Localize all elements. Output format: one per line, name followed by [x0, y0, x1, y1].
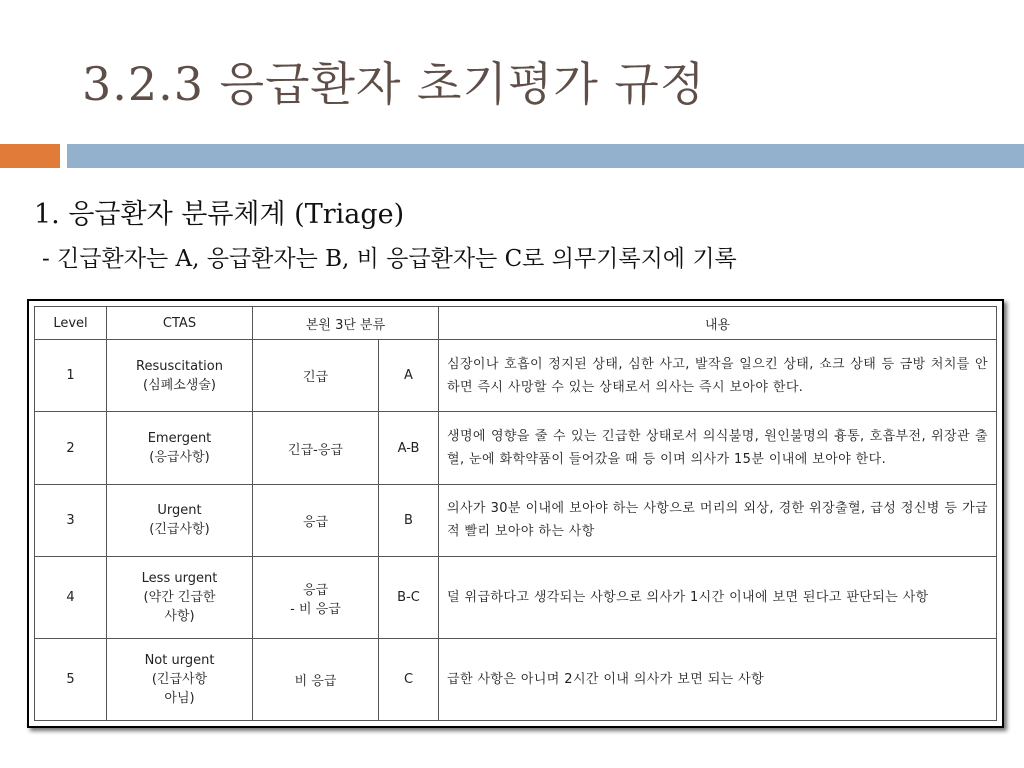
- class-ko-cell: 긴급-응급: [253, 412, 379, 484]
- class-code-cell: A: [379, 340, 439, 412]
- table-row: [35, 340, 997, 412]
- class-ko-cell: 긴급: [253, 340, 379, 412]
- table-row: [35, 412, 997, 484]
- accent-bar-blue: [67, 144, 1024, 168]
- table-header-row: [35, 307, 997, 340]
- ctas-ko: (긴급사항): [149, 522, 210, 538]
- ctas-ko-line2: 사항): [164, 609, 195, 625]
- ctas-ko-line1: (약간 긴급한: [143, 590, 216, 606]
- ctas-ko-line1: (긴급사항: [151, 672, 208, 688]
- content-cell: 의사가 30분 이내에 보아야 하는 사항으로 머리의 외상, 경한 위장출혈, 급성 정신병 등 가급적 빨리 보아야 하는 사항: [439, 484, 997, 556]
- content-cell: 심장이나 호흡이 정지된 상태, 심한 사고, 발작을 일으킨 상태, 쇼크 상태 등 금방 처치를 안 하면 즉시 사망할 수 있는 상태로서 의사는 즉시 보아야 한다.: [439, 340, 997, 412]
- accent-bar-orange: [0, 144, 60, 168]
- header-content: 내용: [439, 307, 997, 340]
- ctas-en: Less urgent: [141, 571, 218, 587]
- level-cell: 3: [35, 484, 107, 556]
- ctas-en: Not urgent: [144, 653, 215, 669]
- level-cell: 5: [35, 639, 107, 721]
- class-code-cell: A-B: [379, 412, 439, 484]
- ctas-cell: [107, 557, 253, 639]
- content-cell: 급한 사항은 아니며 2시간 이내 의사가 보면 되는 사항: [439, 639, 997, 721]
- slide-title: 3.2.3 응급환자 초기평가 규정: [82, 57, 706, 111]
- table-row: [35, 484, 997, 556]
- content-cell: 생명에 영향을 줄 수 있는 긴급한 상태로서 의식불명, 원인불명의 흉통, 호흡부전, 위장관 출혈, 눈에 화학약품이 들어갔을 때 등 이며 의사가 15분 이내에 보아야 한다.: [439, 412, 997, 484]
- class-ko-cell: 비 응급: [253, 639, 379, 721]
- ctas-cell: [107, 412, 253, 484]
- level-cell: 1: [35, 340, 107, 412]
- content-cell: 덜 위급하다고 생각되는 사항으로 의사가 1시간 이내에 보면 된다고 판단되는 사항: [439, 557, 997, 639]
- section-heading: 1. 응급환자 분류체계 (Triage): [34, 199, 405, 230]
- level-cell: 2: [35, 412, 107, 484]
- triage-table: [34, 306, 997, 721]
- section-subheading: - 긴급환자는 A, 응급환자는 B, 비 응급환자는 C로 의무기록지에 기록: [42, 246, 737, 272]
- class-code-cell: C: [379, 639, 439, 721]
- header-level: Level: [35, 307, 107, 340]
- ctas-ko: (심폐소생술): [143, 377, 216, 393]
- ctas-en: Resuscitation: [136, 358, 223, 374]
- header-classification: 본원 3단 분류: [253, 307, 439, 340]
- ctas-en: Urgent: [157, 503, 202, 519]
- ctas-cell: [107, 639, 253, 721]
- ctas-cell: [107, 340, 253, 412]
- header-ctas: CTAS: [107, 307, 253, 340]
- class-ko-cell: [253, 557, 379, 639]
- class-ko-line1: 응급: [302, 582, 329, 598]
- table-row: [35, 639, 997, 721]
- table-row: [35, 557, 997, 639]
- ctas-ko: (응급사항): [149, 450, 210, 466]
- class-code-cell: B-C: [379, 557, 439, 639]
- level-cell: 4: [35, 557, 107, 639]
- triage-table-frame: [27, 299, 1004, 728]
- ctas-cell: [107, 484, 253, 556]
- ctas-en: Emergent: [147, 431, 212, 447]
- class-ko-cell: 응급: [253, 484, 379, 556]
- ctas-ko-line2: 아님): [164, 691, 195, 707]
- class-ko-line2: - 비 응급: [290, 601, 341, 617]
- class-code-cell: B: [379, 484, 439, 556]
